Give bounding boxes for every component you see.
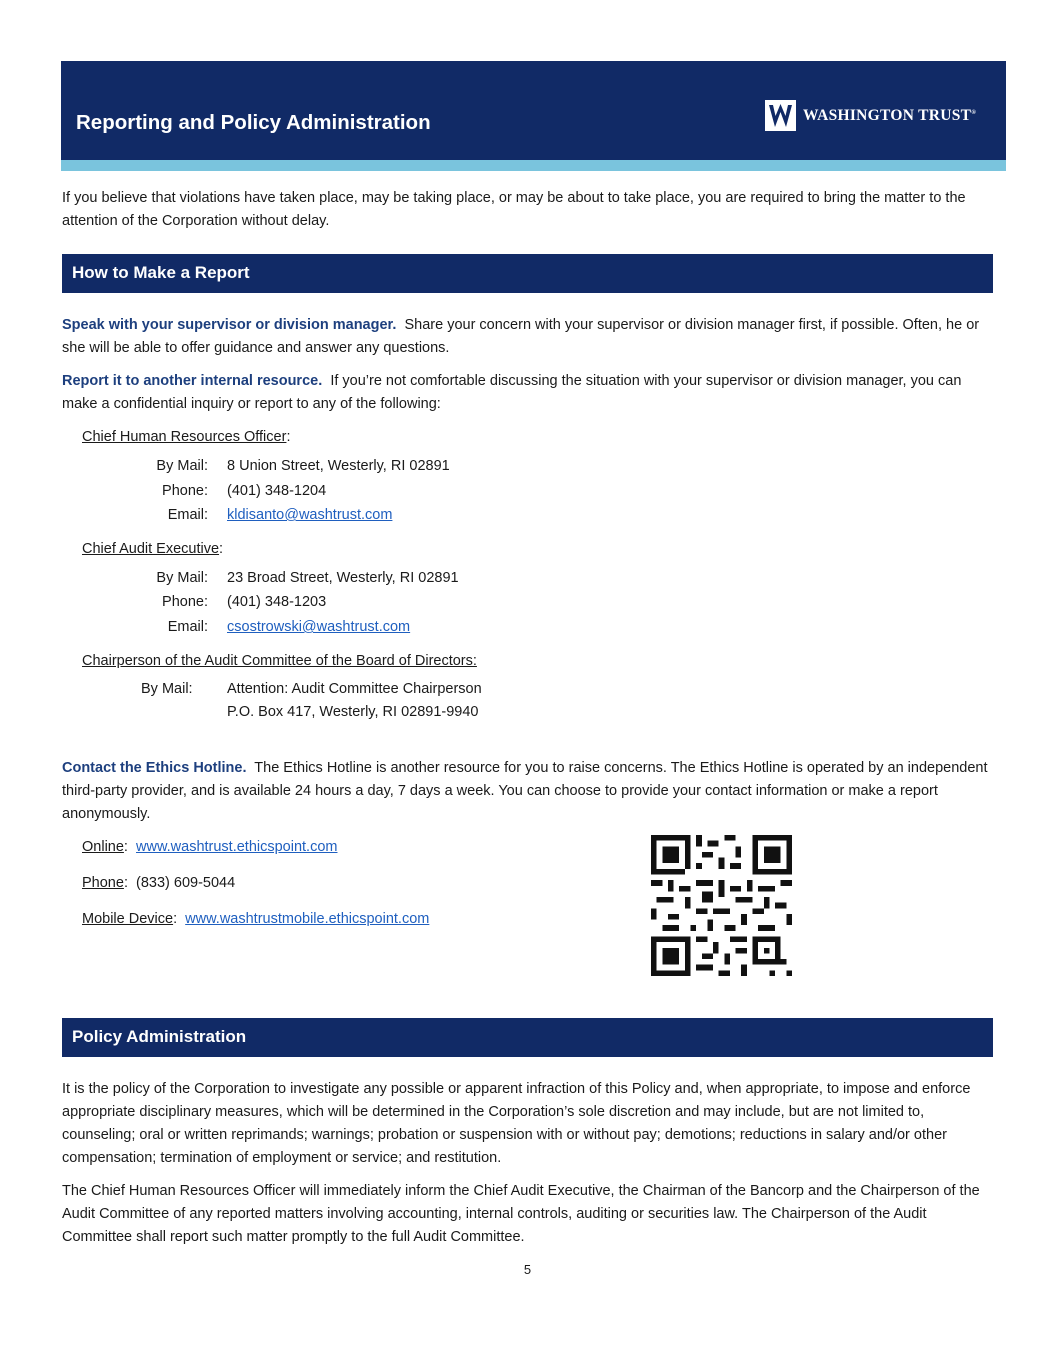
hotline-mobile-label: Mobile Device <box>82 911 174 927</box>
internal-lead: Report it to another internal resource. <box>62 373 323 389</box>
section-heading: How to Make a Report <box>72 263 250 282</box>
supervisor-paragraph <box>62 314 997 360</box>
cae-phone-label: Phone: <box>162 594 208 610</box>
chro-email-link[interactable]: kldisanto@washtrust.com <box>227 507 393 523</box>
cae-heading: Chief Audit Executive: <box>82 541 224 557</box>
audit-chair-heading: Chairperson of the Audit Committee of the Board of Directors: <box>82 653 477 669</box>
section-bar-policy <box>62 1018 993 1057</box>
internal-text: If you’re not comfortable discussing the situation with your supervisor or division manager, you can make a confidential inquiry or report to any of the following: <box>62 373 962 412</box>
supervisor-lead: Speak with your supervisor or division manager. <box>62 317 397 333</box>
hotline-mobile-row: Mobile Device: www.washtrustmobile.ethicspoint.com <box>82 911 430 927</box>
supervisor-text: Share your concern with your supervisor or division manager first, if possible. Often, he or she will be able to offer guidance and answer any questions. <box>62 317 980 356</box>
audit-chair-mail-label: By Mail: <box>141 681 193 697</box>
page-title: Reporting and Policy Administration <box>76 111 431 134</box>
audit-chair-mail-line1: Attention: Audit Committee Chairperson <box>227 681 482 697</box>
chro-heading: Chief Human Resources Officer: <box>82 429 291 445</box>
section-heading-policy: Policy Administration <box>72 1027 247 1046</box>
chro-mail-label: By Mail: <box>156 458 208 474</box>
policy-paragraph-2: The Chief Human Resources Officer will immediately inform the Chief Audit Executive, the Chairman of the Bancorp and the Chairperson of the Audit Committee of any reported matters involving accounting, internal controls, auditing or securities law. The Chairperson of the Audit Committee shall report such matter promptly to the full Audit Committee. <box>62 1183 980 1245</box>
hotline-lead: Contact the Ethics Hotline. <box>62 760 247 776</box>
chro-phone-value: (401) 348-1204 <box>227 483 327 499</box>
washington-trust-logo <box>765 100 976 131</box>
chro-phone-label: Phone: <box>162 483 208 499</box>
page-number: 5 <box>523 1262 532 1277</box>
hotline-phone-row: Phone: (833) 609-5044 <box>82 875 236 891</box>
cae-mail-value: 23 Broad Street, Westerly, RI 02891 <box>227 570 459 586</box>
cae-mail-label: By Mail: <box>156 570 208 586</box>
hotline-phone-label: Phone <box>82 875 124 891</box>
chro-mail-value: 8 Union Street, Westerly, RI 02891 <box>227 458 450 474</box>
hotline-online-row: Online: www.washtrust.ethicspoint.com <box>82 839 338 855</box>
hotline-online-link[interactable]: www.washtrust.ethicspoint.com <box>136 839 338 855</box>
cae-email-link[interactable]: csostrowski@washtrust.com <box>227 619 411 635</box>
policy-paragraph-1: It is the policy of the Corporation to investigate any possible or apparent infraction of this Policy and, when appropriate, to impose and enforce appropriate disciplinary measures, which will be determined in the Corporation’s sole discretion and may include, but are not limited to, counseling; oral or written reprimands; warnings; probation or suspension with or without pay; demotions; reductions in salary and/or other compensation; termination of employment or service; and restitution. <box>62 1081 971 1166</box>
logo-wordmark: WASHINGTON TRUST® <box>803 106 977 124</box>
chro-email-label: Email: <box>167 507 208 523</box>
intro-paragraph: If you believe that violations have taken place, may be taking place, or may be about to take place, you are required to bring the matter to the attention of the Corporation without delay. <box>62 190 966 229</box>
cae-phone-value: (401) 348-1203 <box>227 594 327 610</box>
header-accent-stripe <box>61 160 1006 171</box>
hotline-paragraph <box>62 757 997 826</box>
hotline-online-label: Online <box>82 839 124 855</box>
hotline-mobile-link[interactable]: www.washtrustmobile.ethicspoint.com <box>185 911 430 927</box>
internal-paragraph <box>62 370 997 416</box>
hotline-phone-value: (833) 609-5044 <box>136 875 236 891</box>
audit-chair-mail-line2: P.O. Box 417, Westerly, RI 02891-9940 <box>227 704 479 720</box>
section-bar-report <box>62 254 993 293</box>
qr-code <box>651 835 792 976</box>
hotline-text: The Ethics Hotline is another resource for you to raise concerns. The Ethics Hotline is operated by an independent third-party provider, and is available 24 hours a day, 7 days a week. You can choose to provide your contact information or make a report anonymously. <box>62 760 988 822</box>
header-banner <box>61 61 1006 160</box>
washington-trust-logo-icon <box>765 100 796 131</box>
cae-email-label: Email: <box>167 619 208 635</box>
